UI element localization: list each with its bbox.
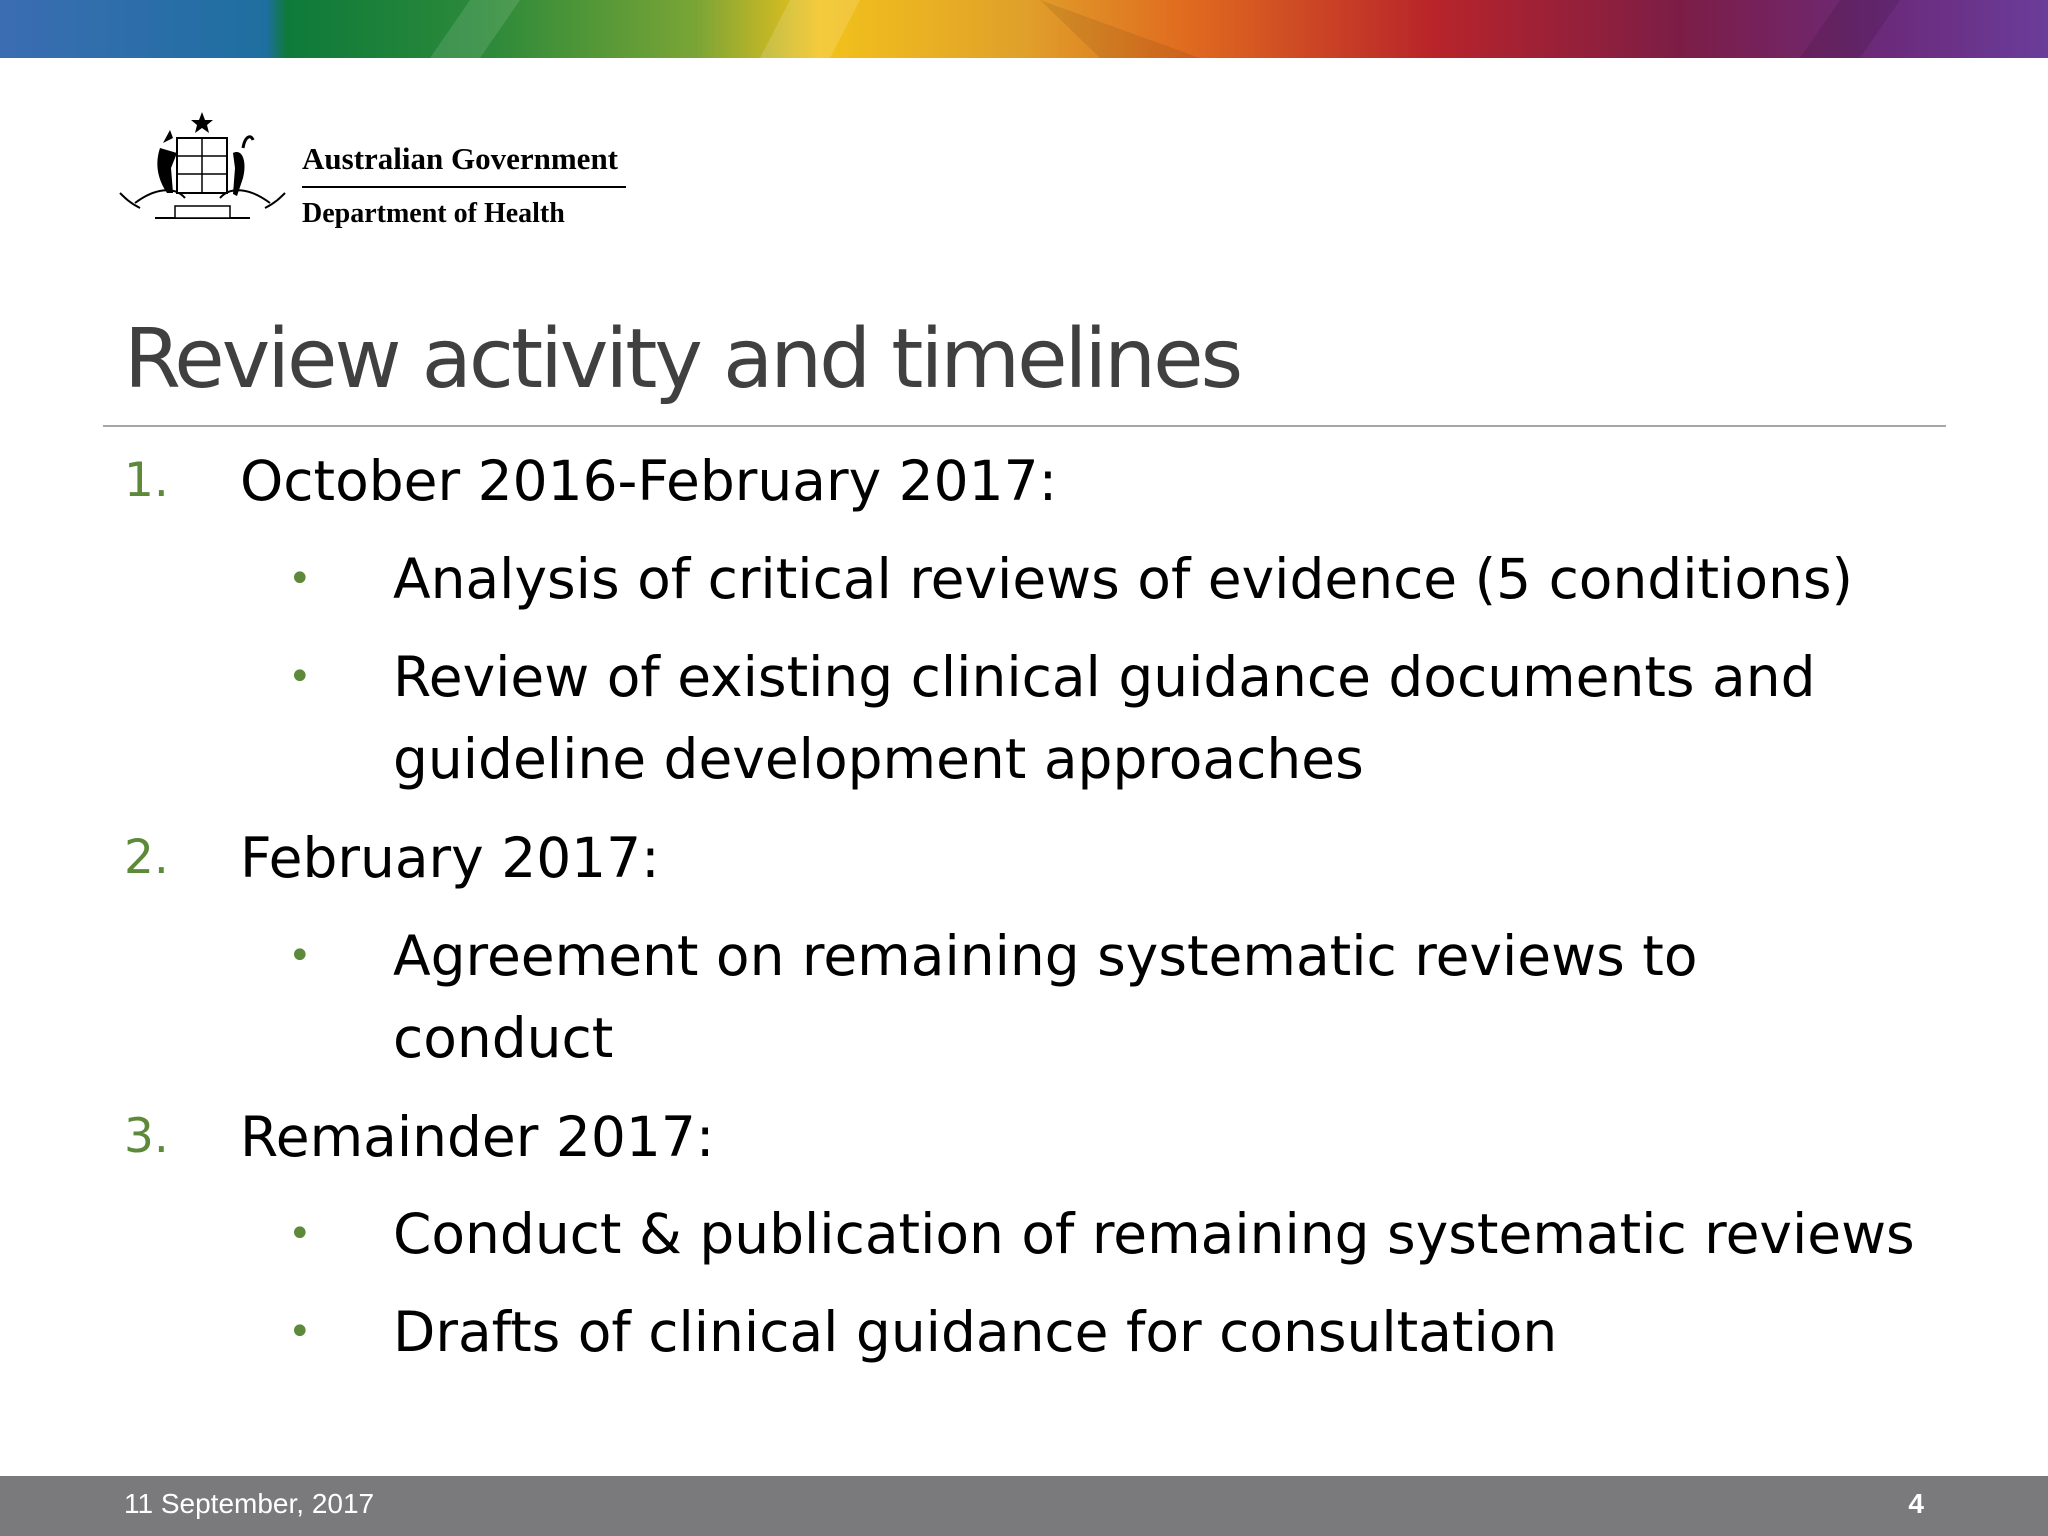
item-number: 3. [124,1109,169,1164]
list-item-bullet-continued: guideline development approaches [393,727,1364,791]
list-item-bullet: Review of existing clinical guidance documents and [393,645,1816,709]
bullet-icon: • [288,1309,312,1355]
bullet-icon: • [288,933,312,979]
list-item-bullet: Drafts of clinical guidance for consultation [393,1300,1558,1364]
list-item-bullet: Conduct & publication of remaining systematic reviews [393,1202,1915,1266]
list-item-bullet: Agreement on remaining systematic reviews to [393,924,1698,988]
bullet-icon: • [288,654,312,700]
list-item-heading: October 2016-February 2017: [240,449,1058,513]
footer-date: 11 September, 2017 [124,1488,375,1519]
slide-title: Review activity and timelines [124,312,1241,407]
list-item-heading: Remainder 2017: [240,1105,715,1169]
item-number: 2. [124,830,169,885]
list-item-bullet-continued: conduct [393,1006,614,1070]
bullet-icon: • [288,556,312,602]
government-name: Australian Government [302,142,626,188]
page-number: 4 [1908,1488,1924,1519]
department-name: Department of Health [302,198,565,229]
bullet-icon: • [288,1211,312,1257]
item-number: 1. [124,453,169,508]
list-item-heading: February 2017: [240,826,660,890]
list-item-bullet: Analysis of critical reviews of evidence (5 conditions) [393,547,1853,611]
slide-footer [0,1476,2048,1536]
